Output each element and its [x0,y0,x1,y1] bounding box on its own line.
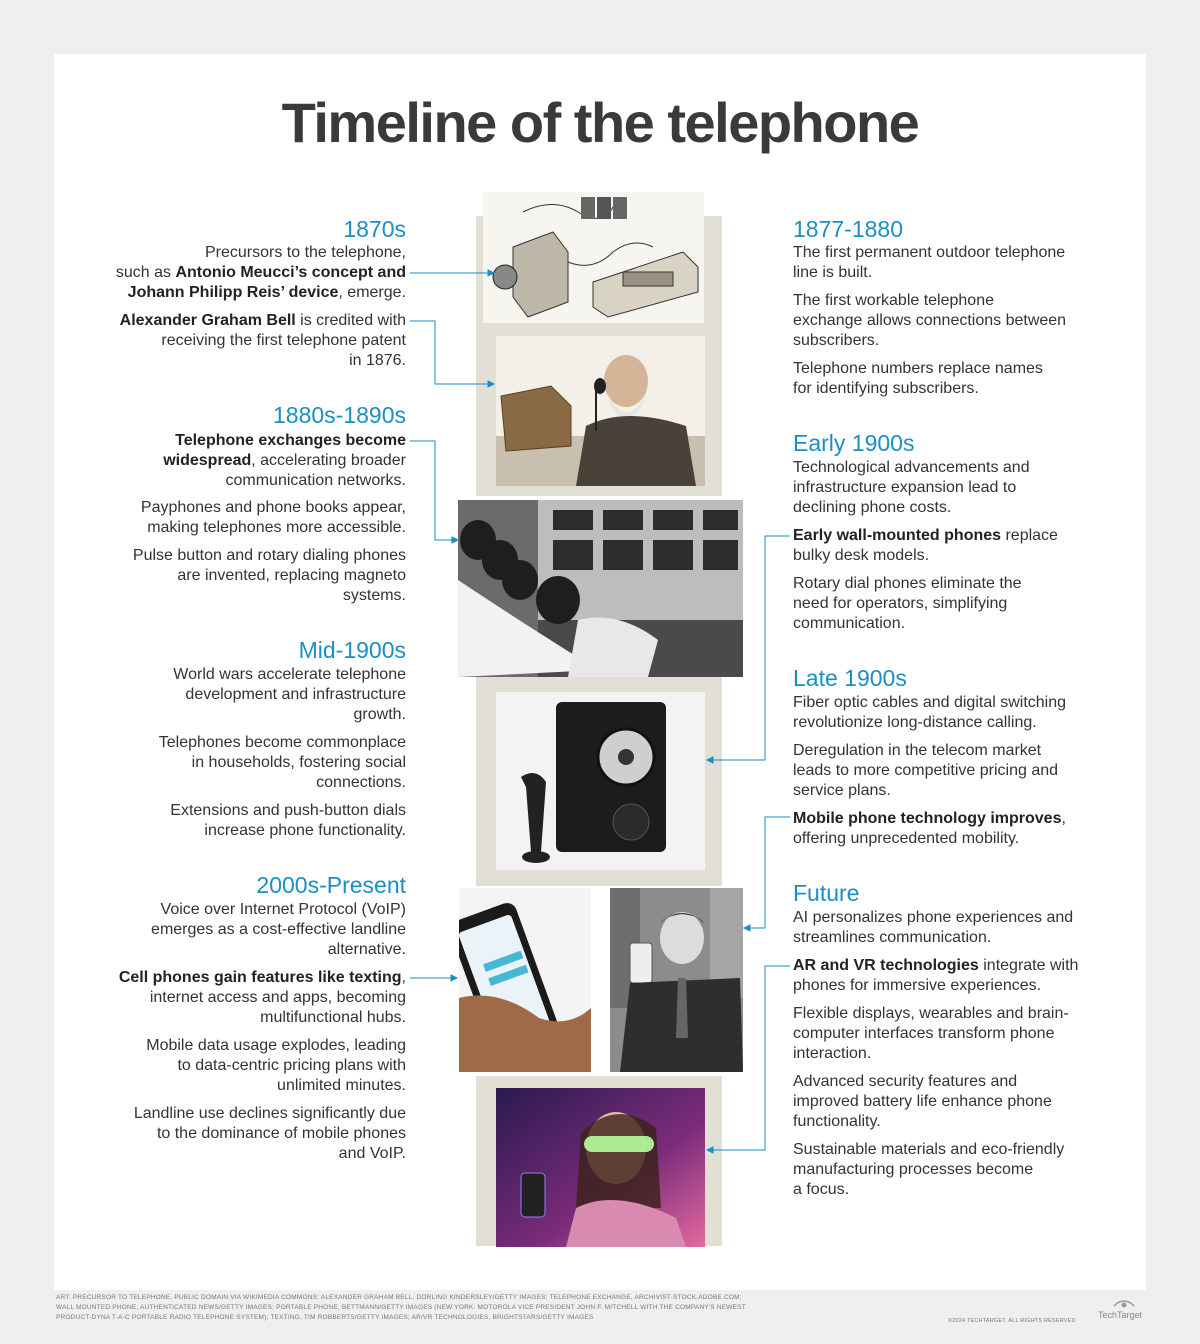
text-present-cellphones: Cell phones gain features like texting, internet access and apps, becoming multifunctional hubs. [118,969,406,1026]
image-credits: ART: PRECURSOR TO TELEPHONE, PUBLIC DOMAIN VIA WIKIMEDIA COMMONS; ALEXANDER GRAHAM BELL, DORLING KINDERSLEY/GETTY IMAGES; TELEPHONE EXCHANGE, ARCHIVIST-STOCK.ADOBE.COM; WALL MOUNTED PHONE, AUTHENTICATED NEWS/GETTY IMAGES; PORTABLE PHONE, BETTMANN/GETTY IMAGES (NEW YORK: MOTOROLA VICE PRESIDENT JOHN F. MITCHELL WITH THE COMPANY'S NEWEST PRODUCT-DYNA T-A-C PORTABLE RADIO TELEPHONE SYSTEM); TEXTING, TIM ROBBERTS/GETTY IMAGES; AR/VR TECHNOLOGIES, BRIGHTSTARS/GETTY IMAGES [56,1294,746,1321]
era-heading-1870s: 1870s [343,216,406,242]
text-early1900s-wall-phones: Early wall-mounted phones replace bulky desk models. [793,527,1058,564]
text-late1900s-mobile: Mobile phone technology improves, offering unprecedented mobility. [793,810,1066,847]
page-title: Timeline of the telephone [281,91,919,154]
techtarget-eye-icon [1112,1298,1136,1310]
text-1880s-payphones: Payphones and phone books appear, making telephones more accessible. [140,499,406,536]
text-present-mobile-data: Mobile data usage explodes, leading to data-centric pricing plans with unlimited minutes. [146,1037,406,1094]
wall-mounted-phone-photo [496,692,705,870]
telephone-exchange-operators-photo [458,500,743,677]
text-future-ai: AI personalizes phone experiences and streamlines communication. [793,909,1074,946]
text-late1900s-deregulation: Deregulation in the telecom market leads to more competitive pricing and service plans. [793,742,1059,799]
era-heading-early-1900s: Early 1900s [793,430,915,456]
text-early1900s-advancements: Technological advancements and infrastructure expansion lead to declining phone costs. [793,459,1030,516]
texting-smartphone-photo [459,888,591,1072]
techtarget-logo [1098,1298,1148,1324]
text-future-flexible: Flexible displays, wearables and brain- computer interfaces transform phone interaction. [793,1005,1069,1062]
copyright: ©2024 TECHTARGET. ALL RIGHTS RESERVED [948,1318,1076,1324]
text-1870s-bell: Alexander Graham Bell is credited with receiving the first telephone patent in 1876. [119,312,406,369]
era-heading-1880s-1890s: 1880s-1890s [273,402,406,428]
text-1870s-precursors: Precursors to the telephone, such as Antonio Meucci’s concept and Johann Philipp Reis’ device, emerge. [115,244,406,301]
text-1877-numbers: Telephone numbers replace names for identifying subscribers. [793,360,1043,397]
era-heading-future: Future [793,880,860,906]
text-mid1900s-extensions: Extensions and push-button dials increase phone functionality. [170,802,406,839]
precursor-telephone-illustration [483,192,704,323]
text-future-ar-vr: AR and VR technologies integrate with phones for immersive experiences. [793,957,1079,994]
text-present-voip: Voice over Internet Protocol (VoIP) emerges as a cost-effective landline alternative. [151,901,406,958]
era-heading-late-1900s: Late 1900s [793,665,907,691]
text-early1900s-rotary: Rotary dial phones eliminate the need for operators, simplifying communication. [793,575,1022,632]
text-future-sustainable: Sustainable materials and eco-friendly manufacturing processes become a focus. [793,1141,1065,1198]
text-mid1900s-households: Telephones become commonplace in households, fostering social connections. [158,734,406,791]
alexander-graham-bell-photo [496,336,705,486]
era-heading-2000s-present: 2000s-Present [256,872,406,898]
era-heading-mid-1900s: Mid-1900s [298,637,406,663]
text-mid1900s-wars: World wars accelerate telephone development and infrastructure growth. [173,666,406,723]
text-1877-outdoor-line: The first permanent outdoor telephone line is built. [793,244,1066,281]
era-heading-1877-1880: 1877-1880 [793,216,903,242]
text-future-security: Advanced security features and improved battery life enhance phone functionality. [793,1073,1052,1130]
text-present-landline: Landline use declines significantly due to the dominance of mobile phones and VoIP. [133,1105,406,1162]
text-1880s-exchanges: Telephone exchanges become widespread, accelerating broader communication networks. [163,432,406,489]
portable-phone-mitchell-photo [610,888,743,1072]
text-1880s-rotary: Pulse button and rotary dialing phones are invented, replacing magneto systems. [132,547,406,604]
text-late1900s-fiber: Fiber optic cables and digital switching revolutionize long-distance calling. [793,694,1067,731]
logo-text: TechTarget [1098,1310,1143,1320]
ar-vr-technology-photo [496,1088,705,1247]
text-1877-exchange: The first workable telephone exchange allows connections between subscribers. [793,292,1067,349]
